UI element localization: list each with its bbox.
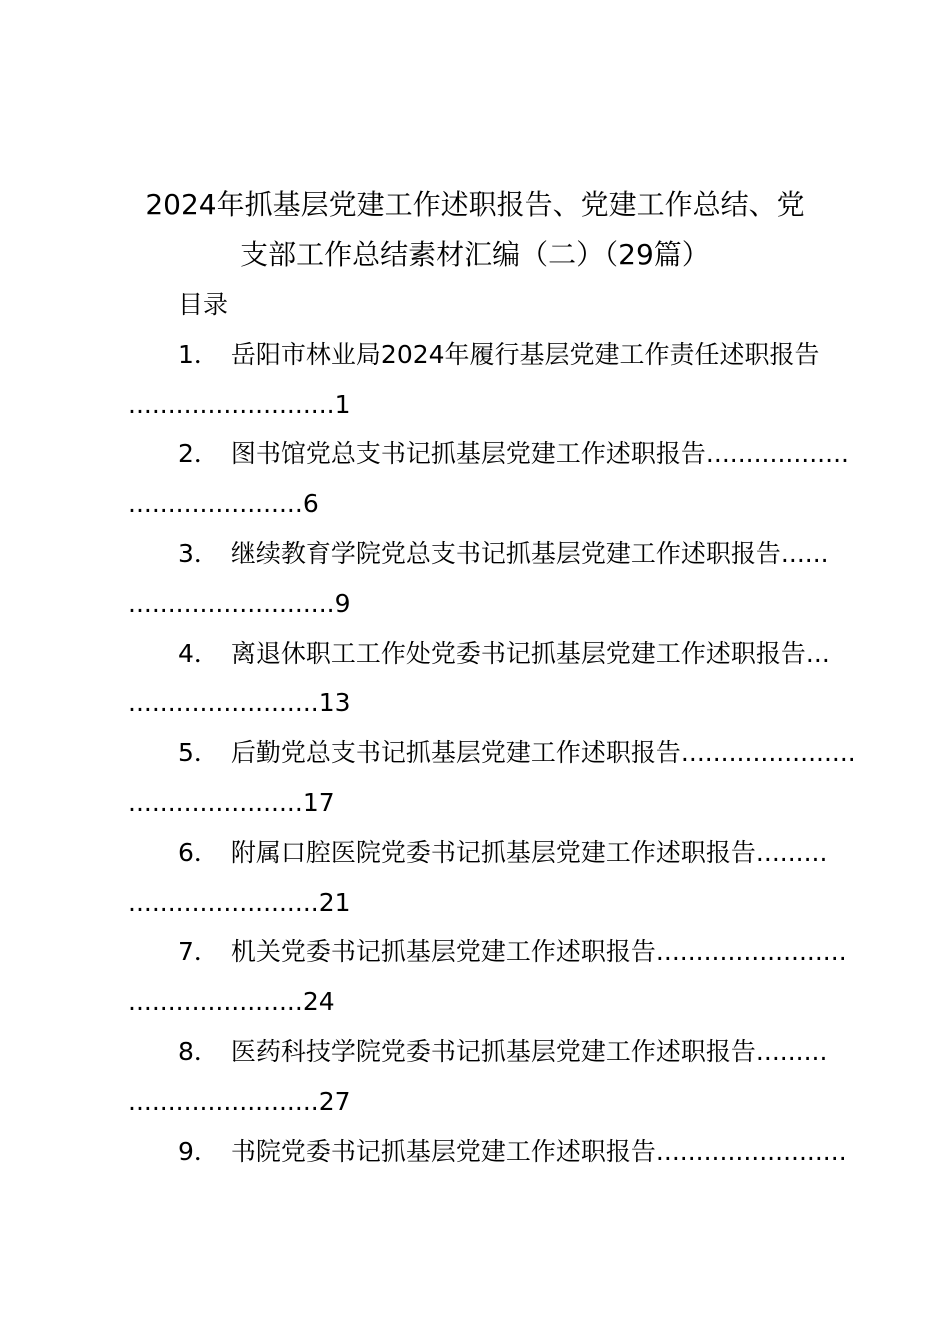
toc-heading: 目录 <box>178 290 229 319</box>
toc-entry-number: 3． <box>178 539 219 568</box>
toc-entry-8[interactable] <box>178 1035 832 1069</box>
toc-entry-title: 岳阳市林业局2024年履行基层党建工作责任述职报告 <box>230 340 820 369</box>
toc-entry-3-page[interactable]: ..........................9 <box>128 589 351 618</box>
toc-entry-number: 9． <box>178 1137 219 1166</box>
toc-entry-8-page[interactable]: ........................27 <box>128 1087 351 1116</box>
toc-entry-number: 1． <box>178 340 219 369</box>
toc-entry-4[interactable] <box>178 637 832 671</box>
toc-entry-leader: .................. <box>705 439 849 468</box>
toc-entry-title: 图书馆党总支书记抓基层党建工作述职报告 <box>230 439 706 468</box>
toc-entry-number: 2． <box>178 439 219 468</box>
toc-entry-number: 6． <box>178 838 219 867</box>
toc-entry-number: 5． <box>178 738 219 767</box>
toc-entry-1[interactable] <box>178 338 832 372</box>
toc-entry-leader: ......... <box>755 838 828 867</box>
toc-entry-3[interactable] <box>178 537 832 571</box>
toc-entry-title: 继续教育学院党总支书记抓基层党建工作述职报告 <box>230 539 781 568</box>
toc-entry-6-page[interactable]: ........................21 <box>128 888 351 917</box>
toc-entry-5-page[interactable]: ......................17 <box>128 788 335 817</box>
toc-entry-title: 后勤党总支书记抓基层党建工作述职报告 <box>230 738 681 767</box>
toc-entry-6[interactable] <box>178 836 832 870</box>
toc-entry-leader: ........................ <box>655 937 847 966</box>
toc-entry-title: 医药科技学院党委书记抓基层党建工作述职报告 <box>230 1037 756 1066</box>
toc-entry-7[interactable] <box>178 935 847 969</box>
toc-entry-leader: ...... <box>780 539 829 568</box>
toc-entry-leader: ......... <box>755 1037 828 1066</box>
document-title-line-1: 2024年抓基层党建工作述职报告、党建工作总结、党 <box>145 188 805 221</box>
toc-entry-7-page[interactable]: ......................24 <box>128 987 335 1016</box>
toc-entry-number: 7． <box>178 937 219 966</box>
toc-entry-title: 附属口腔医院党委书记抓基层党建工作述职报告 <box>230 838 756 867</box>
document-title-line-2: 支部工作总结素材汇编（二）（29篇） <box>240 238 710 271</box>
toc-entry-5[interactable] <box>178 736 856 770</box>
toc-entry-title: 机关党委书记抓基层党建工作述职报告 <box>230 937 656 966</box>
toc-entry-number: 8． <box>178 1037 219 1066</box>
toc-entry-leader: ... <box>805 639 830 668</box>
toc-entry-1-page[interactable]: ..........................1 <box>128 390 351 419</box>
toc-entry-title: 离退休职工工作处党委书记抓基层党建工作述职报告 <box>230 639 806 668</box>
toc-entry-leader: ...................... <box>680 738 856 767</box>
toc-entry-4-page[interactable]: ........................13 <box>128 688 351 717</box>
toc-entry-number: 4． <box>178 639 219 668</box>
toc-entry-title: 书院党委书记抓基层党建工作述职报告 <box>230 1137 656 1166</box>
toc-entry-9[interactable] <box>178 1135 847 1169</box>
toc-entry-leader: ........................ <box>655 1137 847 1166</box>
toc-entry-2-page[interactable]: ......................6 <box>128 489 319 518</box>
toc-entry-2[interactable] <box>178 437 849 471</box>
